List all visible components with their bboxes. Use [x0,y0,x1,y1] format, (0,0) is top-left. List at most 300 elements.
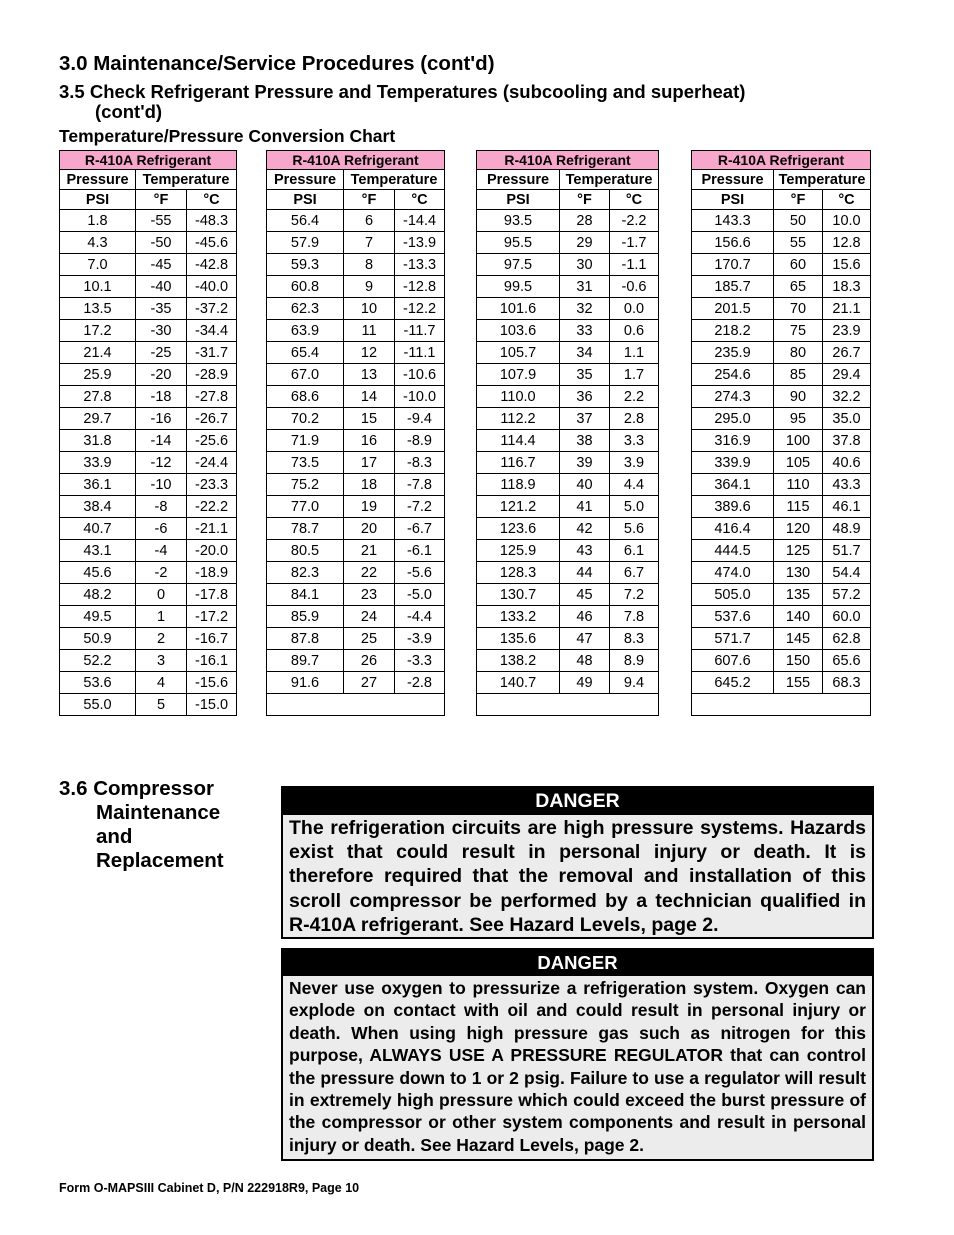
table-row [477,386,659,408]
table-row [692,210,871,232]
temperature-c-cell: -5.6 [395,562,445,584]
temperature-c-cell: 6.1 [610,540,659,562]
temperature-f-cell: 145 [774,628,823,650]
temperature-c-cell: 5.0 [610,496,659,518]
celsius-unit-header: °C [395,190,445,210]
temperature-c-cell: 18.3 [823,276,871,298]
table-row [267,320,445,342]
fahrenheit-unit-header: °F [774,190,823,210]
pressure-psi-cell: 474.0 [692,562,774,584]
pressure-psi-cell: 84.1 [267,584,344,606]
section-title: 3.0 Maintenance/Service Procedures (cont'd) [59,52,495,75]
table-row [267,408,445,430]
psi-unit-header: PSI [477,190,560,210]
unit-header-row [692,190,871,210]
pressure-psi-cell: 40.7 [60,518,136,540]
fahrenheit-unit-header: °F [136,190,187,210]
temperature-f-cell: 18 [344,474,395,496]
table-row [692,606,871,628]
temperature-c-cell: 48.9 [823,518,871,540]
temperature-c-cell: -2.2 [610,210,659,232]
temperature-f-cell: 3 [136,650,187,672]
temperature-f-cell: -50 [136,232,187,254]
table-row [692,408,871,430]
table-row [267,606,445,628]
temperature-c-cell: -40.0 [187,276,237,298]
pressure-psi-cell: 7.0 [60,254,136,276]
conversion-table-1 [59,150,237,716]
table-row [60,320,237,342]
temperature-c-cell: -0.6 [610,276,659,298]
danger-box-oxygen [281,948,874,1161]
refrigerant-header: R-410A Refrigerant [267,151,445,170]
pressure-psi-cell: 62.3 [267,298,344,320]
table-row [60,210,237,232]
table-row [60,496,237,518]
temperature-f-cell: 80 [774,342,823,364]
table-row [692,298,871,320]
conversion-table-2 [266,150,445,716]
refrigerant-header-row [477,151,659,170]
temperature-c-cell: -3.9 [395,628,445,650]
temperature-c-cell: 1.1 [610,342,659,364]
table-row [692,276,871,298]
table-row [267,276,445,298]
temperature-f-cell: 150 [774,650,823,672]
temperature-c-cell: -24.4 [187,452,237,474]
temperature-c-cell: -10.6 [395,364,445,386]
temperature-f-cell: 50 [774,210,823,232]
table-row [477,496,659,518]
subsection-title-line1: 3.5 Check Refrigerant Pressure and Temperatures (subcooling and superheat) [59,81,746,102]
column-header-row [692,170,871,190]
temperature-f-cell: 36 [560,386,610,408]
pressure-psi-cell: 93.5 [477,210,560,232]
table-row [267,386,445,408]
pressure-psi-cell: 235.9 [692,342,774,364]
temperature-f-cell: 48 [560,650,610,672]
temperature-f-cell: 31 [560,276,610,298]
table-row [267,694,445,716]
pressure-psi-cell: 138.2 [477,650,560,672]
temperature-f-cell: -10 [136,474,187,496]
temperature-c-cell: -16.1 [187,650,237,672]
temperature-c-cell: 7.2 [610,584,659,606]
pressure-psi-cell: 505.0 [692,584,774,606]
table-row [267,540,445,562]
pressure-psi-cell: 185.7 [692,276,774,298]
temperature-f-cell: 125 [774,540,823,562]
table-row [267,210,445,232]
table-row [60,518,237,540]
temperature-f-cell: 46 [560,606,610,628]
table-row [60,276,237,298]
table-row [692,496,871,518]
table-row [477,584,659,606]
temperature-c-cell: -11.7 [395,320,445,342]
temperature-c-cell: 8.3 [610,628,659,650]
temperature-c-cell: 46.1 [823,496,871,518]
pressure-psi-cell: 416.4 [692,518,774,540]
table-row [692,342,871,364]
temperature-f-cell: 5 [136,694,187,716]
conversion-table-4 [691,150,871,716]
pressure-psi-cell: 339.9 [692,452,774,474]
temperature-f-cell: -16 [136,408,187,430]
temperature-f-cell: 95 [774,408,823,430]
pressure-psi-cell: 645.2 [692,672,774,694]
pressure-psi-cell: 89.7 [267,650,344,672]
refrigerant-header-row [692,151,871,170]
temperature-c-cell: 0.0 [610,298,659,320]
temperature-c-cell: 37.8 [823,430,871,452]
pressure-psi-cell: 4.3 [60,232,136,254]
danger-title: DANGER [283,788,872,815]
temperature-header: Temperature [774,170,871,190]
temperature-f-cell: 1 [136,606,187,628]
pressure-psi-cell: 107.9 [477,364,560,386]
temperature-f-cell: 6 [344,210,395,232]
pressure-psi-cell: 70.2 [267,408,344,430]
temperature-f-cell: -18 [136,386,187,408]
table-row [477,298,659,320]
table-row [477,210,659,232]
temperature-c-cell: 15.6 [823,254,871,276]
table-row [267,254,445,276]
temperature-f-cell: 22 [344,562,395,584]
temperature-f-cell: 130 [774,562,823,584]
temperature-f-cell: -12 [136,452,187,474]
pressure-psi-cell: 170.7 [692,254,774,276]
refrigerant-header: R-410A Refrigerant [692,151,871,170]
temperature-c-cell: -2.8 [395,672,445,694]
pressure-psi-cell: 49.5 [60,606,136,628]
table-row [692,452,871,474]
temperature-f-cell: 14 [344,386,395,408]
table-row [477,430,659,452]
temperature-c-cell: 3.3 [610,430,659,452]
pressure-header: Pressure [60,170,136,190]
pressure-psi-cell: 140.7 [477,672,560,694]
temperature-f-cell: 9 [344,276,395,298]
temperature-c-cell: -25.6 [187,430,237,452]
temperature-c-cell: -15.0 [187,694,237,716]
temperature-f-cell: 40 [560,474,610,496]
temperature-f-cell: 45 [560,584,610,606]
temperature-c-cell: 62.8 [823,628,871,650]
temperature-f-cell: -2 [136,562,187,584]
temperature-c-cell: -28.9 [187,364,237,386]
pressure-psi-cell: 85.9 [267,606,344,628]
table-row [477,474,659,496]
temperature-c-cell: -17.2 [187,606,237,628]
unit-header-row [477,190,659,210]
temperature-f-cell: 19 [344,496,395,518]
table-row [267,628,445,650]
temperature-f-cell: 115 [774,496,823,518]
temperature-f-cell: 155 [774,672,823,694]
pressure-psi-cell: 25.9 [60,364,136,386]
temperature-c-cell: -18.9 [187,562,237,584]
temperature-f-cell: 4 [136,672,187,694]
table-row [477,364,659,386]
refrigerant-header-row [60,151,237,170]
temperature-c-cell: -26.7 [187,408,237,430]
table-row [267,650,445,672]
unit-header-row [267,190,445,210]
table-row [267,474,445,496]
temperature-f-cell: 16 [344,430,395,452]
temperature-f-cell: 32 [560,298,610,320]
pressure-psi-cell: 43.1 [60,540,136,562]
temperature-f-cell: 33 [560,320,610,342]
temperature-f-cell: 30 [560,254,610,276]
pressure-psi-cell: 75.2 [267,474,344,496]
pressure-psi-cell: 112.2 [477,408,560,430]
pressure-psi-cell: 71.9 [267,430,344,452]
pressure-psi-cell: 33.9 [60,452,136,474]
temperature-header: Temperature [344,170,445,190]
pressure-psi-cell: 68.6 [267,386,344,408]
temperature-c-cell: -1.7 [610,232,659,254]
table-row [477,650,659,672]
pressure-psi-cell: 316.9 [692,430,774,452]
temperature-f-cell: 100 [774,430,823,452]
table-row [60,628,237,650]
table-row [692,540,871,562]
pressure-psi-cell: 48.2 [60,584,136,606]
temperature-f-cell: 35 [560,364,610,386]
page-footer: Form O-MAPSIII Cabinet D, P/N 222918R9, Page 10 [59,1181,360,1195]
temperature-f-cell: 105 [774,452,823,474]
table-row [477,694,659,716]
table-row [692,232,871,254]
temperature-f-cell: 15 [344,408,395,430]
table-row [477,276,659,298]
temperature-f-cell: 140 [774,606,823,628]
temperature-c-cell: -31.7 [187,342,237,364]
pressure-psi-cell: 56.4 [267,210,344,232]
temperature-c-cell: -12.2 [395,298,445,320]
table-row [692,254,871,276]
celsius-unit-header: °C [823,190,871,210]
pressure-psi-cell: 63.9 [267,320,344,342]
pressure-psi-cell: 80.5 [267,540,344,562]
temperature-c-cell: -16.7 [187,628,237,650]
temperature-f-cell: 75 [774,320,823,342]
temperature-f-cell: 13 [344,364,395,386]
temperature-c-cell: 5.6 [610,518,659,540]
pressure-psi-cell: 59.3 [267,254,344,276]
table-row [477,232,659,254]
chart-title: Temperature/Pressure Conversion Chart [59,126,396,146]
temperature-c-cell: 4.4 [610,474,659,496]
temperature-c-cell: -3.3 [395,650,445,672]
temperature-f-cell: 0 [136,584,187,606]
compressor-title-line4: Replacement [96,849,224,872]
pressure-psi-cell: 87.8 [267,628,344,650]
temperature-c-cell: -1.1 [610,254,659,276]
table-row [60,386,237,408]
table-row [60,254,237,276]
temperature-f-cell: 49 [560,672,610,694]
table-row [60,232,237,254]
empty-cell [267,694,445,716]
pressure-psi-cell: 91.6 [267,672,344,694]
pressure-psi-cell: 389.6 [692,496,774,518]
temperature-c-cell: -11.1 [395,342,445,364]
table-row [692,562,871,584]
pressure-psi-cell: 27.8 [60,386,136,408]
temperature-c-cell: -7.8 [395,474,445,496]
pressure-psi-cell: 218.2 [692,320,774,342]
danger-box-high-pressure [281,786,874,939]
temperature-f-cell: -6 [136,518,187,540]
table-row [692,518,871,540]
compressor-title-line2: Maintenance [96,801,221,824]
pressure-psi-cell: 57.9 [267,232,344,254]
psi-unit-header: PSI [60,190,136,210]
pressure-psi-cell: 571.7 [692,628,774,650]
table-row [477,254,659,276]
pressure-psi-cell: 29.7 [60,408,136,430]
table-row [60,298,237,320]
table-row [267,672,445,694]
table-row [692,694,871,716]
pressure-psi-cell: 607.6 [692,650,774,672]
pressure-psi-cell: 45.6 [60,562,136,584]
temperature-c-cell: -17.8 [187,584,237,606]
pressure-psi-cell: 143.3 [692,210,774,232]
pressure-psi-cell: 10.1 [60,276,136,298]
temperature-c-cell: -8.9 [395,430,445,452]
refrigerant-header-row [267,151,445,170]
pressure-psi-cell: 13.5 [60,298,136,320]
pressure-psi-cell: 17.2 [60,320,136,342]
table-row [477,672,659,694]
pressure-psi-cell: 67.0 [267,364,344,386]
pressure-psi-cell: 97.5 [477,254,560,276]
pressure-psi-cell: 50.9 [60,628,136,650]
temperature-c-cell: -45.6 [187,232,237,254]
pressure-psi-cell: 444.5 [692,540,774,562]
temperature-c-cell: 1.7 [610,364,659,386]
table-row [60,584,237,606]
pressure-psi-cell: 123.6 [477,518,560,540]
temperature-c-cell: -48.3 [187,210,237,232]
temperature-f-cell: 27 [344,672,395,694]
table-row [477,518,659,540]
table-row [692,430,871,452]
temperature-c-cell: 65.6 [823,650,871,672]
table-row [60,540,237,562]
temperature-c-cell: 68.3 [823,672,871,694]
table-row [477,540,659,562]
temperature-f-cell: 135 [774,584,823,606]
temperature-f-cell: 7 [344,232,395,254]
temperature-c-cell: 60.0 [823,606,871,628]
table-row [477,628,659,650]
pressure-psi-cell: 38.4 [60,496,136,518]
refrigerant-header: R-410A Refrigerant [60,151,237,170]
pressure-psi-cell: 99.5 [477,276,560,298]
pressure-psi-cell: 101.6 [477,298,560,320]
temperature-f-cell: 110 [774,474,823,496]
temperature-c-cell: -27.8 [187,386,237,408]
temperature-f-cell: 11 [344,320,395,342]
temperature-f-cell: -35 [136,298,187,320]
pressure-header: Pressure [477,170,560,190]
pressure-psi-cell: 110.0 [477,386,560,408]
table-row [477,408,659,430]
temperature-c-cell: -22.2 [187,496,237,518]
temperature-c-cell: 2.2 [610,386,659,408]
temperature-c-cell: -8.3 [395,452,445,474]
temperature-c-cell: -15.6 [187,672,237,694]
pressure-psi-cell: 364.1 [692,474,774,496]
table-row [267,518,445,540]
temperature-c-cell: 29.4 [823,364,871,386]
temperature-f-cell: -30 [136,320,187,342]
pressure-psi-cell: 116.7 [477,452,560,474]
pressure-psi-cell: 21.4 [60,342,136,364]
temperature-f-cell: 55 [774,232,823,254]
pressure-psi-cell: 156.6 [692,232,774,254]
pressure-psi-cell: 55.0 [60,694,136,716]
fahrenheit-unit-header: °F [560,190,610,210]
temperature-f-cell: 47 [560,628,610,650]
temperature-f-cell: -55 [136,210,187,232]
column-header-row [477,170,659,190]
pressure-psi-cell: 52.2 [60,650,136,672]
temperature-c-cell: -37.2 [187,298,237,320]
table-row [477,452,659,474]
temperature-c-cell: 51.7 [823,540,871,562]
temperature-c-cell: -21.1 [187,518,237,540]
temperature-c-cell: 32.2 [823,386,871,408]
temperature-c-cell: 12.8 [823,232,871,254]
temperature-f-cell: 28 [560,210,610,232]
pressure-psi-cell: 254.6 [692,364,774,386]
table-row [692,584,871,606]
temperature-c-cell: -7.2 [395,496,445,518]
temperature-c-cell: 54.4 [823,562,871,584]
pressure-psi-cell: 31.8 [60,430,136,452]
table-row [267,430,445,452]
temperature-f-cell: -20 [136,364,187,386]
unit-header-row [60,190,237,210]
pressure-psi-cell: 118.9 [477,474,560,496]
temperature-f-cell: 10 [344,298,395,320]
temperature-f-cell: -25 [136,342,187,364]
temperature-c-cell: -13.3 [395,254,445,276]
temperature-f-cell: -45 [136,254,187,276]
table-row [692,474,871,496]
subsection-title [59,82,859,122]
temperature-f-cell: 23 [344,584,395,606]
table-row [267,496,445,518]
table-row [60,606,237,628]
pressure-psi-cell: 128.3 [477,562,560,584]
temperature-c-cell: 21.1 [823,298,871,320]
temperature-c-cell: -9.4 [395,408,445,430]
pressure-psi-cell: 77.0 [267,496,344,518]
temperature-f-cell: -4 [136,540,187,562]
column-header-row [267,170,445,190]
temperature-c-cell: -13.9 [395,232,445,254]
pressure-psi-cell: 201.5 [692,298,774,320]
temperature-c-cell: 0.6 [610,320,659,342]
